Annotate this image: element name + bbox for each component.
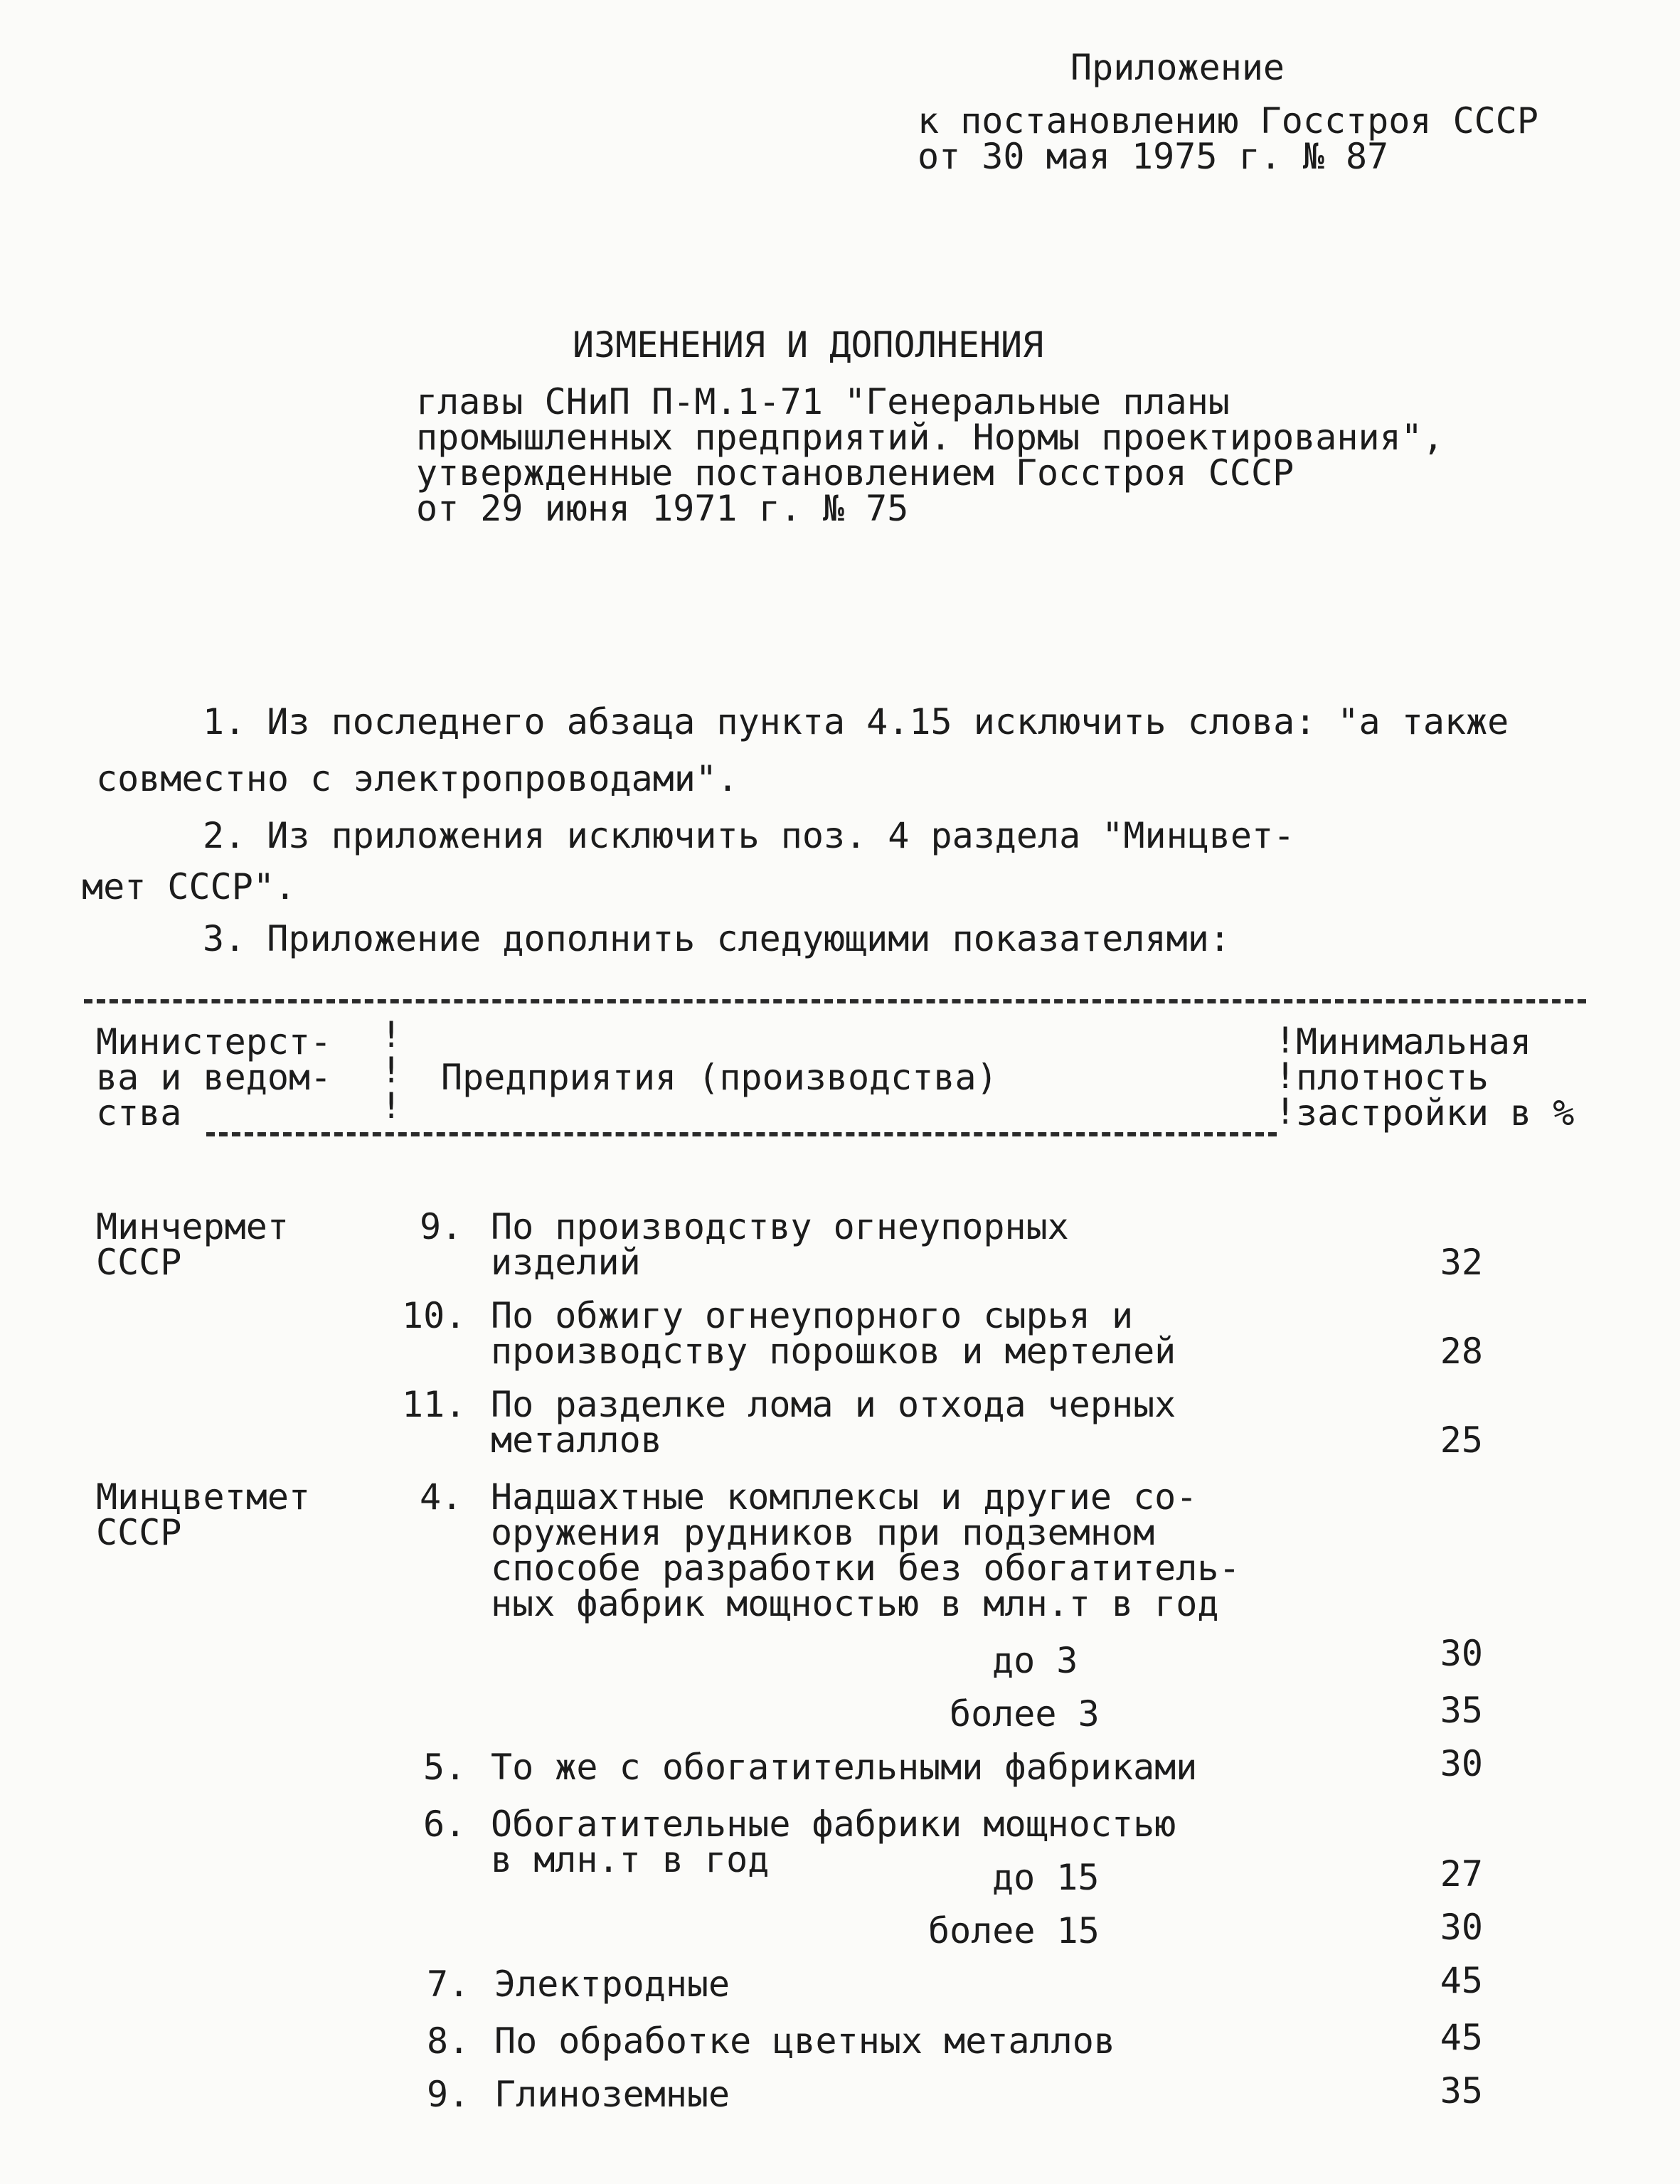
header-separator-1: ! ! ! bbox=[381, 1014, 403, 1126]
row-text-line-1: Обогатительные фабрики мощностью bbox=[491, 1804, 1176, 1845]
appendix-label: Приложение bbox=[1070, 47, 1285, 88]
paragraph-2-line-1: 2. Из приложения исключить поз. 4 раздела "Минцвет- bbox=[203, 815, 1295, 856]
title-line-3: утвержденные постановлением Госстроя СССР bbox=[416, 452, 1294, 494]
row-subrange: до 15 bbox=[992, 1857, 1100, 1898]
paragraph-3-line-1: 3. Приложение дополнить следующими показателями: bbox=[203, 918, 1230, 959]
row-text-line-1: То же с обогатительными фабриками bbox=[491, 1747, 1198, 1788]
header-enterprises: Предприятия (производства) bbox=[441, 1057, 998, 1098]
row-value: 30 bbox=[1440, 1907, 1483, 1948]
row-value: 25 bbox=[1440, 1419, 1483, 1461]
paragraph-1-line-2: совместно с электропроводами". bbox=[96, 758, 739, 799]
row-number: 8. bbox=[427, 2020, 470, 2062]
paragraph-2-line-2: мет СССР". bbox=[82, 866, 297, 907]
ministry-name-line-1: Минцветмет bbox=[96, 1476, 311, 1518]
header-ministry-line-2: ва и ведом- bbox=[96, 1057, 332, 1098]
row-text-line-1: По производству огнеупорных bbox=[491, 1206, 1069, 1247]
ministry-name-line-2: СССР bbox=[96, 1512, 182, 1553]
row-text-line-2: оружения рудников при подземном bbox=[491, 1512, 1155, 1553]
row-text-line-2: производству порошков и мертелей bbox=[491, 1331, 1176, 1372]
title-line-1: главы СНиП П-М.1-71 "Генеральные планы bbox=[416, 381, 1230, 422]
row-value: 45 bbox=[1440, 1960, 1483, 2001]
ministry-name-line-2: СССР bbox=[96, 1242, 182, 1283]
row-number: 7. bbox=[427, 1964, 470, 2005]
row-value: 35 bbox=[1440, 2070, 1483, 2111]
row-text-line-1: Надшахтные комплексы и другие со- bbox=[491, 1476, 1198, 1518]
row-subrange: до 3 bbox=[992, 1640, 1078, 1681]
header-separator-2: ! ! ! bbox=[1275, 1020, 1297, 1132]
row-text-line-1: Электродные bbox=[494, 1964, 730, 2005]
table-top-rule bbox=[84, 999, 1586, 1003]
appendix-decree: к постановлению Госстроя СССР bbox=[918, 100, 1538, 142]
row-value: 35 bbox=[1440, 1690, 1483, 1731]
header-density-line-1: Минимальная bbox=[1296, 1021, 1532, 1062]
row-number: 11. bbox=[402, 1384, 467, 1425]
appendix-date: от 30 мая 1975 г. № 87 bbox=[918, 136, 1389, 177]
row-number: 6. bbox=[423, 1804, 467, 1845]
row-value: 27 bbox=[1440, 1853, 1483, 1895]
row-text-line-2: изделий bbox=[491, 1242, 641, 1283]
row-number: 9. bbox=[420, 1206, 463, 1247]
title-line-4: от 29 июня 1971 г. № 75 bbox=[416, 488, 909, 529]
row-text-line-4: ных фабрик мощностью в млн.т в год bbox=[491, 1583, 1219, 1624]
title-line-2: промышленных предприятий. Нормы проектирования", bbox=[416, 417, 1444, 458]
header-ministry-line-1: Министерст- bbox=[96, 1021, 332, 1062]
row-value: 30 bbox=[1440, 1633, 1483, 1674]
paragraph-1-line-1: 1. Из последнего абзаца пункта 4.15 исключить слова: "а также bbox=[203, 701, 1509, 742]
row-number: 10. bbox=[402, 1295, 467, 1336]
row-number: 5. bbox=[423, 1747, 467, 1788]
row-value: 32 bbox=[1440, 1242, 1483, 1283]
row-subrange: более 15 bbox=[928, 1910, 1100, 1951]
row-text-line-1: По обжигу огнеупорного сырья и bbox=[491, 1295, 1134, 1336]
row-text-line-1: По обработке цветных металлов bbox=[494, 2020, 1115, 2062]
row-text-line-2: в млн.т в год bbox=[491, 1839, 770, 1880]
row-text-line-1: По разделке лома и отхода черных bbox=[491, 1384, 1176, 1425]
row-subrange: более 3 bbox=[950, 1693, 1100, 1735]
row-value: 45 bbox=[1440, 2017, 1483, 2058]
row-text-line-2: металлов bbox=[491, 1419, 662, 1461]
row-value: 30 bbox=[1440, 1743, 1483, 1784]
header-density-line-2: плотность bbox=[1296, 1057, 1489, 1098]
row-number: 9. bbox=[427, 2074, 470, 2115]
row-number: 4. bbox=[420, 1476, 463, 1518]
table-header-rule bbox=[206, 1132, 1277, 1136]
header-density-line-3: застройки в % bbox=[1296, 1092, 1575, 1134]
row-text-line-3: способе разработки без обогатитель- bbox=[491, 1548, 1240, 1589]
document-heading: ИЗМЕНЕНИЯ И ДОПОЛНЕНИЯ bbox=[573, 324, 1044, 366]
row-value: 28 bbox=[1440, 1331, 1483, 1372]
ministry-name-line-1: Минчермет bbox=[96, 1206, 289, 1247]
row-text-line-1: Глиноземные bbox=[494, 2074, 730, 2115]
header-ministry-line-3: ства bbox=[96, 1092, 182, 1134]
